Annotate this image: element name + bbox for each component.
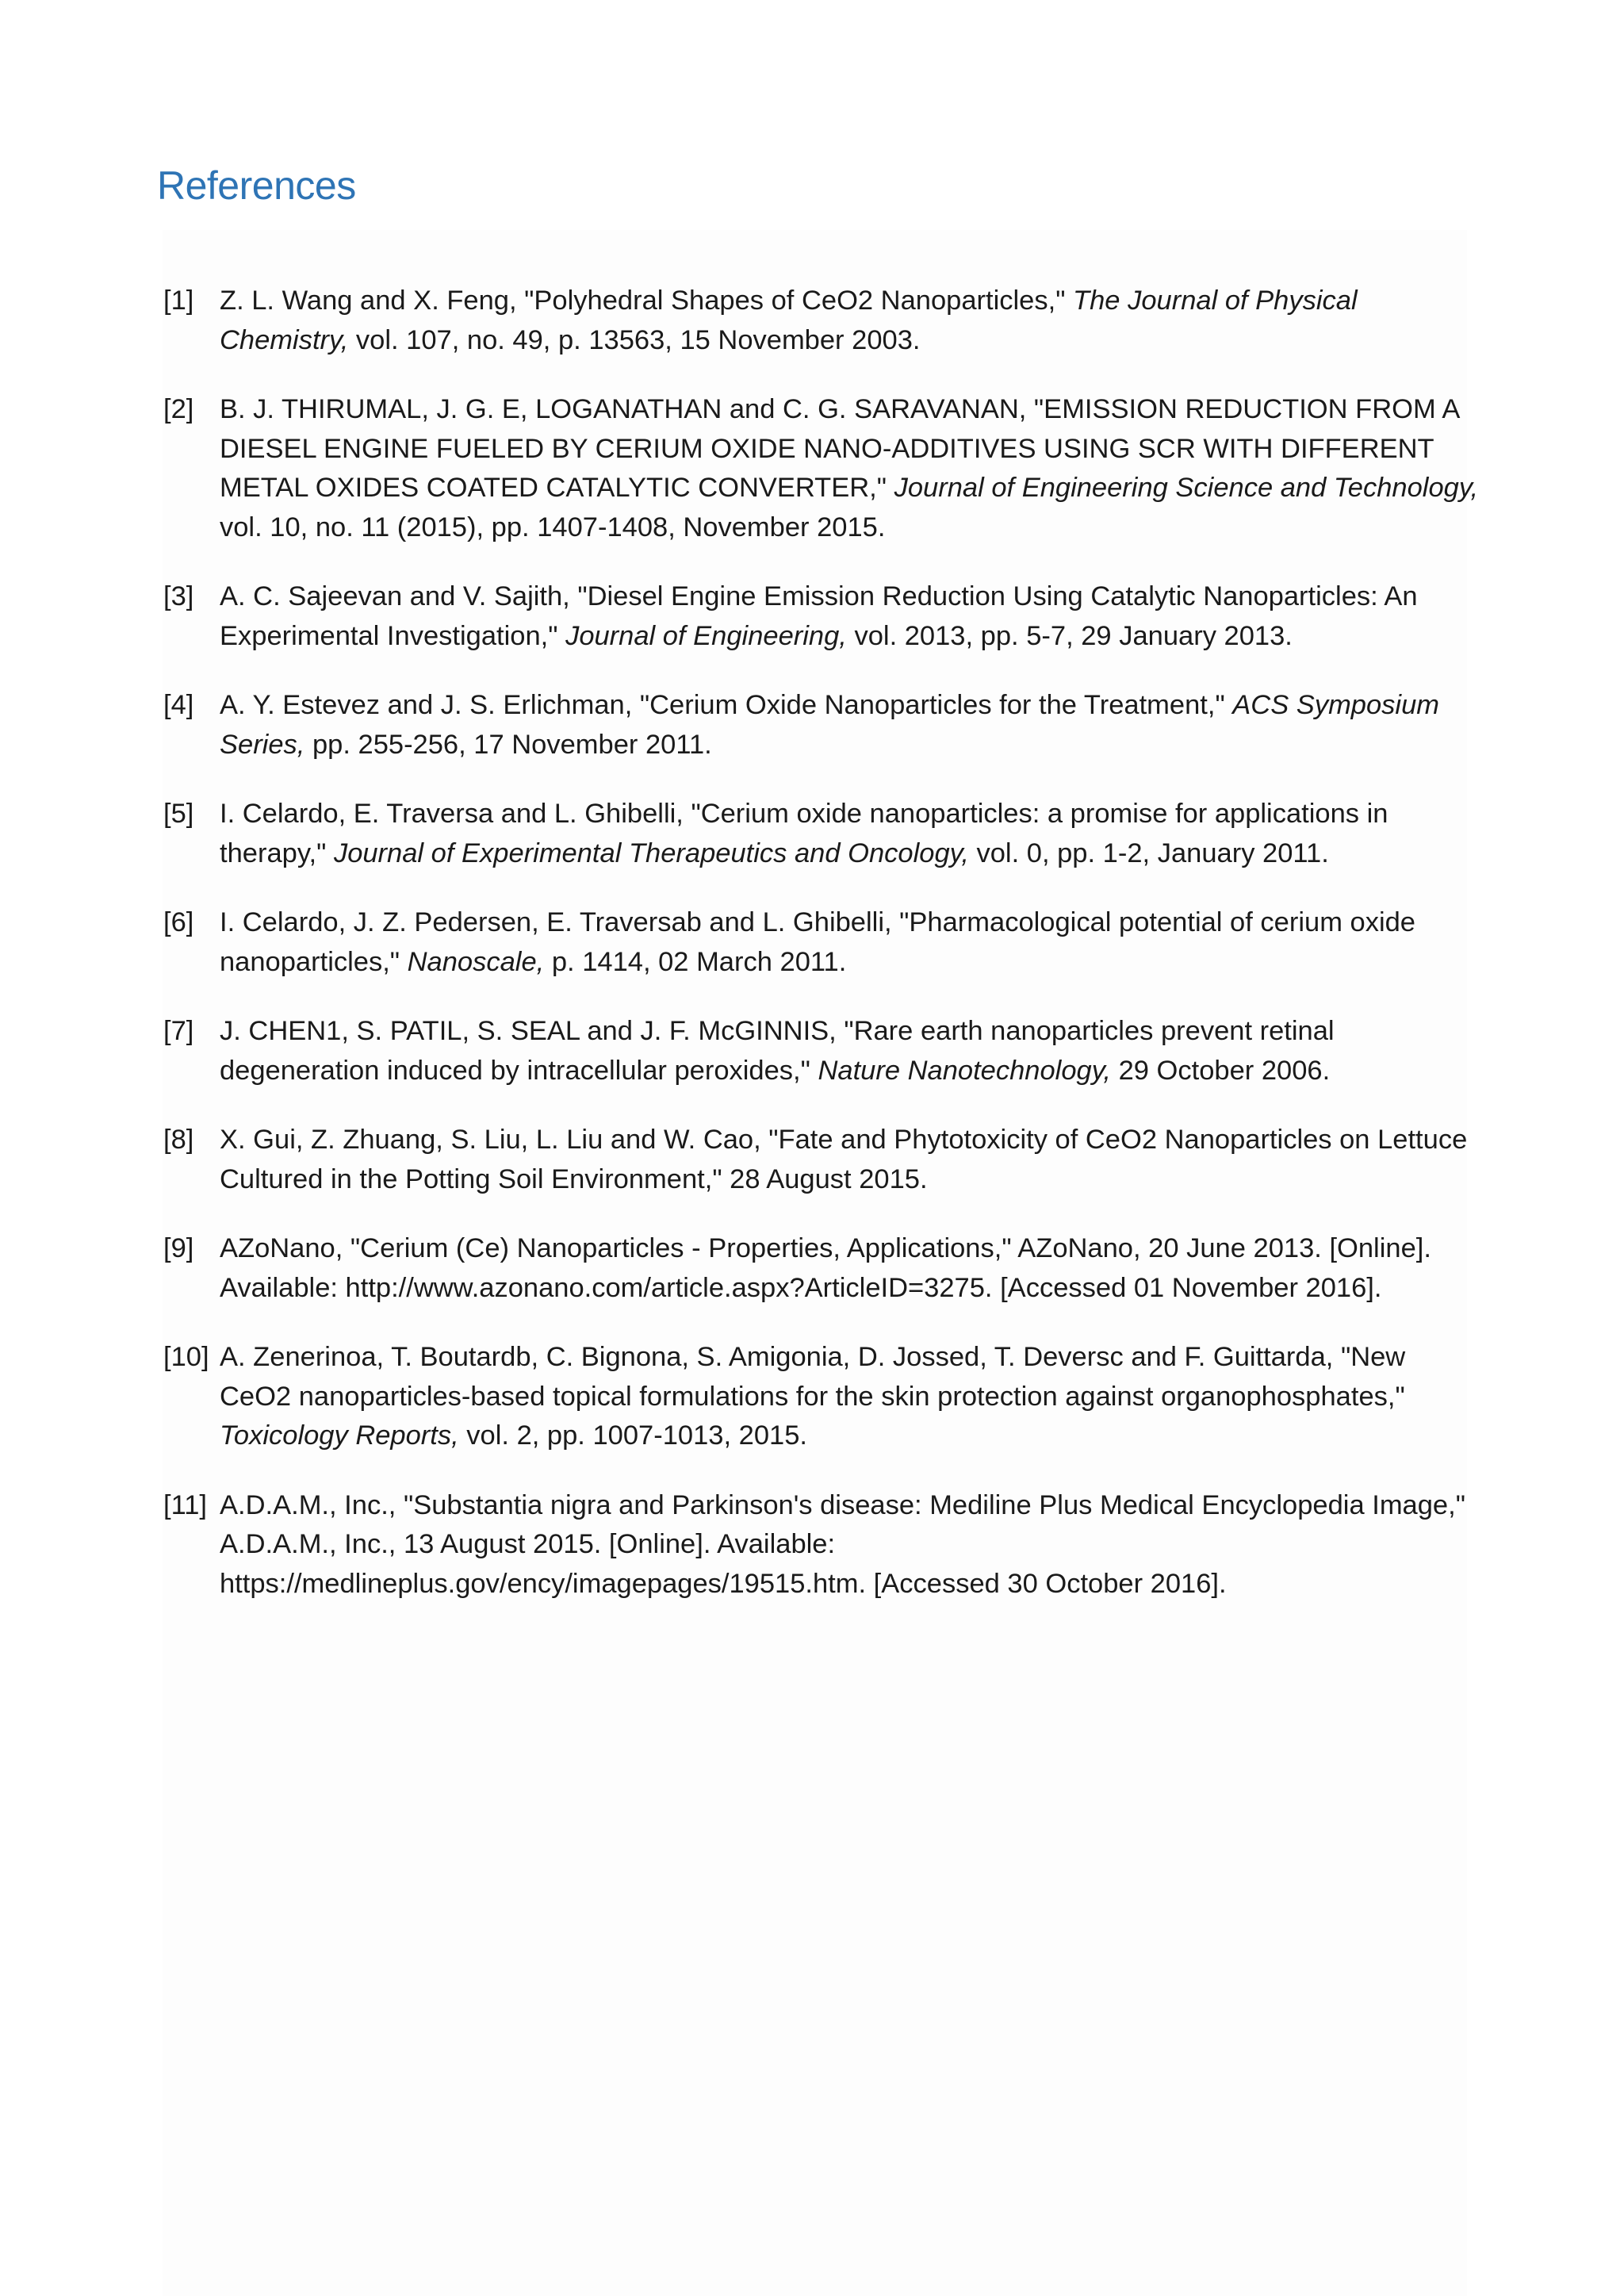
reference-text: B. J. THIRUMAL, J. G. E, LOGANATHAN and C. G. SARAVANAN, "EMISSION REDUCTION FROM A DIESEL ENGINE FUELED BY CERIUM OXIDE NANO-ADDITIVES USING SCR WITH DIFFERENT METAL OXIDES COATED CATALYTIC CONVERTER," Journal of Engineering Science and Technology, vol. 10, no. 11 (2015), pp. 1407-1408, November 2015. — [220, 394, 1479, 542]
reference-number: [5] — [163, 799, 194, 829]
reference-number: [3] — [163, 581, 194, 611]
reference-item — [163, 1338, 1480, 1456]
reference-number: [9] — [163, 1233, 194, 1263]
reference-text: I. Celardo, J. Z. Pedersen, E. Traversab and L. Ghibelli, "Pharmacological potential of cerium oxide nanoparticles," Nanoscale, p. 1414, 02 March 2011. — [220, 907, 1415, 977]
reference-number: [7] — [163, 1016, 194, 1046]
reference-list — [163, 282, 1480, 1634]
journal-title: Toxicology Reports, — [220, 1420, 459, 1451]
reference-number: [10] — [163, 1342, 209, 1372]
reference-item — [163, 1229, 1480, 1308]
reference-number: [8] — [163, 1125, 194, 1155]
reference-text: I. Celardo, E. Traversa and L. Ghibelli, "Cerium oxide nanoparticles: a promise for applications in therapy," Journal of Experimental Therapeutics and Oncology, vol. 0, pp. 1-2, January 2011. — [220, 799, 1388, 868]
reference-text: A.D.A.M., Inc., "Substantia nigra and Parkinson's disease: Mediline Plus Medical Encyclopedia Image," A.D.A.M., Inc., 13 August 2015. [Online]. Available: https://medlineplus.gov/ency/imagepages/19515.htm. [Accessed 30 October 2016]. — [220, 1489, 1465, 1599]
journal-title: Journal of Engineering, — [565, 620, 847, 651]
reference-number: [4] — [163, 690, 194, 720]
reference-item — [163, 1486, 1480, 1604]
journal-title: Nanoscale, — [407, 946, 545, 977]
journal-title: Journal of Experimental Therapeutics and Oncology, — [333, 838, 969, 868]
reference-number: [6] — [163, 907, 194, 937]
reference-number: [11] — [163, 1489, 207, 1520]
reference-item — [163, 1121, 1480, 1199]
reference-text: X. Gui, Z. Zhuang, S. Liu, L. Liu and W. Cao, "Fate and Phytotoxicity of CeO2 Nanoparticles on Lettuce Cultured in the Potting Soil Environment," 28 August 2015. — [220, 1125, 1468, 1194]
reference-text: A. Zenerinoa, T. Boutardb, C. Bignona, S. Amigonia, D. Jossed, T. Deversc and F. Guittarda, "New CeO2 nanoparticles-based topical formulations for the skin protection against organophosphates," Toxicology Reports, vol. 2, pp. 1007-1013, 2015. — [220, 1342, 1406, 1451]
reference-item — [163, 282, 1480, 360]
reference-text: A. C. Sajeevan and V. Sajith, "Diesel Engine Emission Reduction Using Catalytic Nanoparticles: An Experimental Investigation," Journal of Engineering, vol. 2013, pp. 5-7, 29 January 2013. — [220, 581, 1418, 651]
reference-item — [163, 686, 1480, 765]
reference-text: J. CHEN1, S. PATIL, S. SEAL and J. F. McGINNIS, "Rare earth nanoparticles prevent retinal degeneration induced by intracellular peroxides," Nature Nanotechnology, 29 October 2006. — [220, 1016, 1335, 1086]
reference-text: A. Y. Estevez and J. S. Erlichman, "Cerium Oxide Nanoparticles for the Treatment," ACS Symposium Series, pp. 255-256, 17 November 2011. — [220, 690, 1440, 760]
journal-title: The Journal of Physical Chemistry, — [220, 286, 1358, 355]
reference-text: AZoNano, "Cerium (Ce) Nanoparticles - Properties, Applications," AZoNano, 20 June 2013. [Online]. Available: http://www.azonano.com/article.aspx?ArticleID=3275. [Accessed 01 November 2016]. — [220, 1233, 1431, 1303]
references-heading: References — [157, 163, 356, 208]
reference-item — [163, 1012, 1480, 1091]
journal-title: ACS Symposium Series, — [220, 690, 1440, 760]
reference-text: Z. L. Wang and X. Feng, "Polyhedral Shapes of CeO2 Nanoparticles," The Journal of Physical Chemistry, vol. 107, no. 49, p. 13563, 15 November 2003. — [220, 286, 1358, 355]
reference-item — [163, 390, 1480, 547]
reference-number: [2] — [163, 394, 194, 424]
reference-item — [163, 903, 1480, 982]
journal-title: Nature Nanotechnology, — [818, 1055, 1111, 1086]
reference-number: [1] — [163, 286, 194, 316]
reference-item — [163, 577, 1480, 656]
reference-item — [163, 795, 1480, 873]
journal-title: Journal of Engineering Science and Technology, — [894, 473, 1479, 503]
